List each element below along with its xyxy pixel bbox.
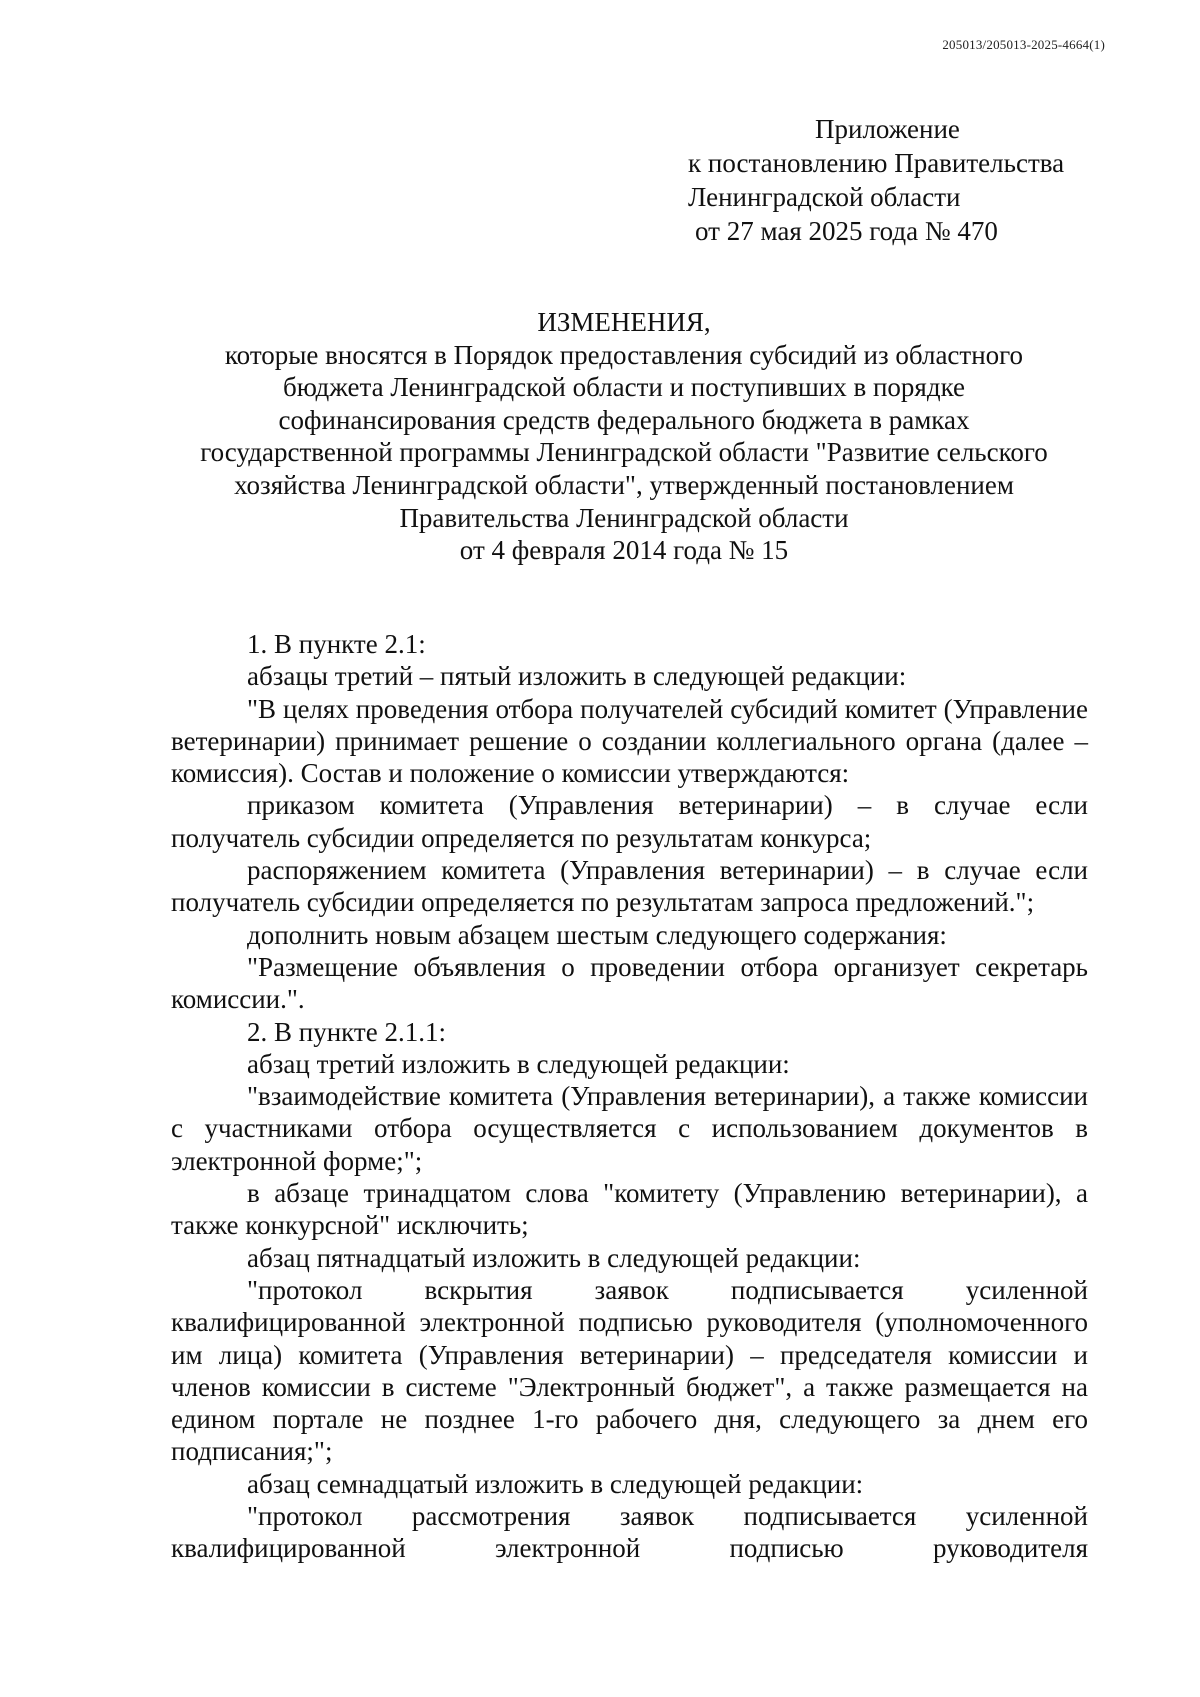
appendix-line-2: к постановлению Правительства xyxy=(688,148,1065,178)
paragraph: абзац пятнадцатый изложить в следующей редакции: xyxy=(247,1242,861,1273)
paragraph: "протокол рассмотрения заявок подписывается усиленной квалифицированной электронной подписью руководителя xyxy=(171,1501,1088,1564)
title-line: софинансирования средств федерального бюджета в рамках xyxy=(278,404,970,435)
paragraph: абзац третий изложить в следующей редакции: xyxy=(247,1048,790,1079)
paragraph: 2. В пункте 2.1.1: xyxy=(247,1016,446,1047)
document-title xyxy=(160,306,1088,567)
appendix-line-4: от 27 мая 2025 года № 470 xyxy=(695,216,998,246)
title-heading: ИЗМЕНЕНИЯ, xyxy=(537,307,711,337)
appendix-line-3: Ленинградской области xyxy=(688,182,961,212)
document-body xyxy=(171,628,1088,1565)
paragraph: "Размещение объявления о проведении отбора организует секретарь комиссии.". xyxy=(171,951,1088,1015)
paragraph: абзацы третий – пятый изложить в следующей редакции: xyxy=(247,661,907,692)
title-line: Правительства Ленинградской области xyxy=(399,502,849,533)
paragraph: распоряжением комитета (Управления ветеринарии) – в случае если получатель субсидии определяется по результатам запроса предложений."; xyxy=(171,855,1088,918)
appendix-line-1: Приложение xyxy=(815,114,960,144)
title-line: бюджета Ленинградской области и поступивших в порядке xyxy=(282,372,966,403)
title-line: которые вносятся в Порядок предоставления субсидий из областного xyxy=(224,339,1024,370)
paragraph: "В целях проведения отбора получателей субсидий комитет (Управление ветеринарии) принимает решение о создании коллегиального органа (далее – комиссия). Состав и положение о комиссии утверждаются: xyxy=(171,693,1088,789)
title-line: государственной программы Ленинградской области "Развитие сельского xyxy=(200,437,1048,468)
appendix-block xyxy=(688,112,1064,248)
title-line: от 4 февраля 2014 года № 15 xyxy=(459,535,789,566)
paragraph: абзац семнадцатый изложить в следующей редакции: xyxy=(247,1468,864,1499)
paragraph: 1. В пункте 2.1: xyxy=(247,629,426,659)
paragraph: в абзаце тринадцатом слова "комитету (Управлению ветеринарии), а также конкурсной" исключить; xyxy=(171,1178,1088,1241)
paragraph: "протокол вскрытия заявок подписывается усиленной квалифицированной электронной подписью руководителя (уполномоченного им лица) комитета (Управления ветеринарии) – председателя комиссии и членов комиссии в системе "Электронный бюджет", а также размещается на едином портале не позднее 1-го рабочего дня, следующего за днем его подписания;"; xyxy=(171,1274,1088,1467)
paragraph: "взаимодействие комитета (Управления ветеринарии), а также комиссии с участниками отбора осуществляется с использованием документов в электронной форме;"; xyxy=(171,1081,1088,1176)
paragraph: дополнить новым абзацем шестым следующего содержания: xyxy=(247,919,947,950)
title-line: хозяйства Ленинградской области", утвержденный постановлением xyxy=(234,469,1014,500)
document-number: 205013/205013-2025-4664(1) xyxy=(942,37,1105,52)
paragraph: приказом комитета (Управления ветеринарии) – в случае если получатель субсидии определяется по результатам конкурса; xyxy=(171,790,1088,853)
